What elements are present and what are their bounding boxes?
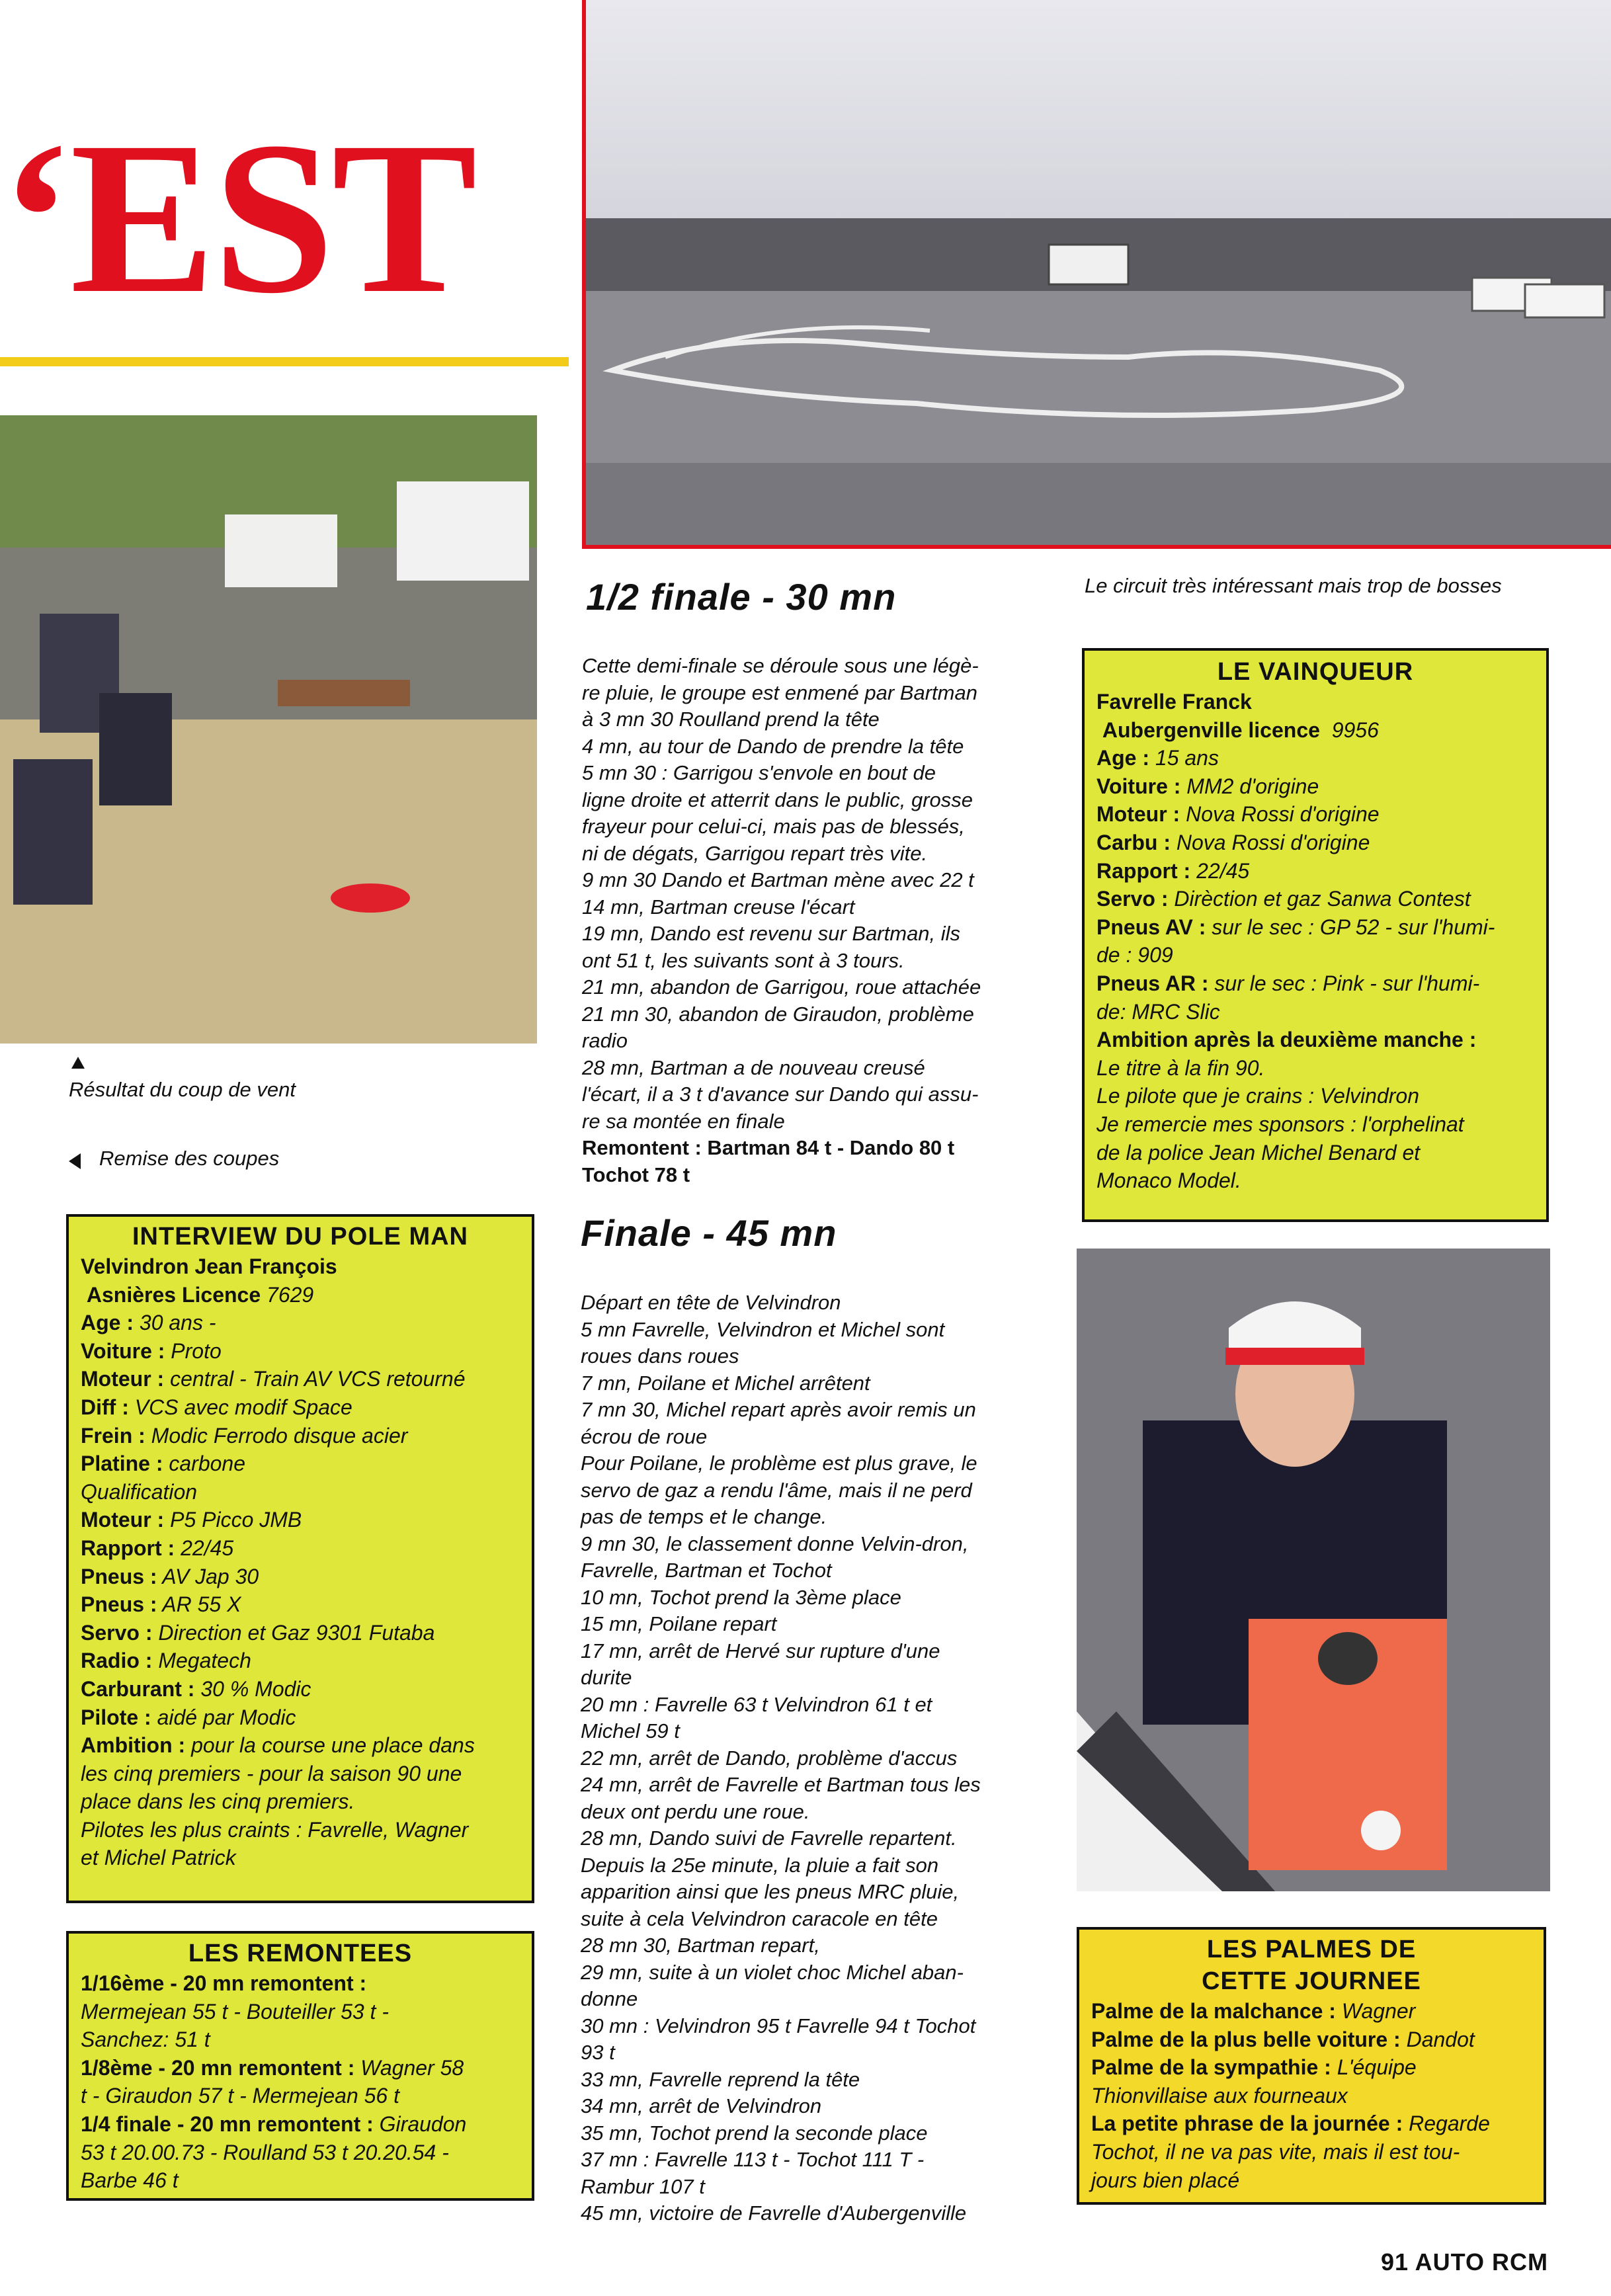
field-label: Pilote : [81, 1705, 151, 1729]
field-label: Ambition après la deuxième manche : [1096, 1028, 1477, 1052]
field-value: Wagner 58 [354, 2055, 464, 2080]
field-value: Proto [165, 1338, 222, 1363]
field-label: Frein : [81, 1423, 145, 1448]
text-line: 24 mn, arrêt de Favrelle et Bartman tous les [581, 1773, 981, 1796]
text-line: 17 mn, arrêt de Hervé sur rupture d'une [581, 1639, 940, 1662]
final-text [581, 1290, 1044, 2227]
field-value: Dirèction et gaz Sanwa Contest [1168, 887, 1471, 911]
remontent-line: Tochot 78 t [582, 1163, 690, 1186]
text-line: 28 mn, Dando suivi de Favrelle repartent. [581, 1826, 957, 1850]
pole-man-box-title: INTERVIEW DU POLE MAN [132, 1223, 468, 1250]
field-value: 22/45 [175, 1536, 234, 1560]
field-label: Moteur : [1096, 802, 1180, 827]
pole-licence: 7629 [267, 1282, 314, 1307]
field-value: Nova Rossi d'origine [1180, 802, 1380, 827]
field-value: carbone [163, 1452, 245, 1476]
circuit-photo [582, 0, 1611, 549]
text-line: 21 mn 30, abandon de Giraudon, problème [582, 1002, 974, 1026]
field-label: Palme de la plus belle voiture : [1091, 2027, 1401, 2051]
field-label: Age : [1096, 746, 1149, 770]
field-value: de la police Jean Michel Benard et [1096, 1140, 1421, 1165]
field-value: place dans les cinq premiers. [81, 1789, 355, 1814]
field-label: Palme de la sympathie : [1091, 2055, 1331, 2080]
field-value: MM2 d'origine [1180, 774, 1319, 798]
field-value: 15 ans [1149, 746, 1219, 770]
field-label: Voiture : [81, 1338, 165, 1363]
page-number: 91 [1380, 2248, 1409, 2276]
field-value: 22/45 [1190, 858, 1250, 883]
text-line: frayeur pour celui-ci, mais pas de blessés, [582, 815, 965, 838]
text-line: servo de gaz a rendu l'âme, mais il ne perd [581, 1478, 972, 1502]
field-label: Diff : [81, 1395, 129, 1419]
field-value: et Michel Patrick [81, 1846, 236, 1870]
field-value: pour la course une place dans [185, 1733, 475, 1758]
text-line: 14 mn, Bartman creuse l'écart [582, 895, 855, 919]
field-value: 53 t 20.00.73 - Roulland 53 t 20.20.54 - [81, 2140, 449, 2164]
wind-caption: Résultat du coup de vent [69, 1078, 296, 1101]
field-value: Modic Ferrodo disque acier [145, 1423, 408, 1448]
field-value: P5 Picco JMB [164, 1508, 302, 1532]
text-line: 22 mn, arrêt de Dando, problème d'accus [581, 1746, 958, 1770]
text-line: ni de dégats, Garrigou repart très vite. [582, 841, 928, 865]
winner-photo [1077, 1249, 1550, 1891]
field-label: Servo : [1096, 887, 1169, 911]
text-line: 35 mn, Tochot prend la seconde place [581, 2121, 928, 2145]
field-value: central - Train AV VCS retourné [164, 1367, 466, 1391]
field-value: Le titre à la fin 90. [1096, 1055, 1265, 1080]
field-value: Giraudon [373, 2112, 467, 2136]
field-value: L'équipe [1331, 2055, 1417, 2080]
field-value: Monaco Model. [1096, 1168, 1241, 1193]
text-line: 28 mn, Bartman a de nouveau creusé [582, 1055, 925, 1079]
pole-name: Velvindron Jean François [81, 1254, 337, 1278]
field-value: Mermejean 55 t - Bouteiller 53 t - [81, 1999, 389, 2024]
circuit-caption: Le circuit très intéressant mais trop de bosses [1085, 574, 1502, 597]
field-value: Qualification [81, 1479, 198, 1504]
text-line: suite à cela Velvindron caracole en tête [581, 1906, 938, 1930]
paddock-photo [0, 415, 537, 1044]
field-value: AV Jap 30 [157, 1564, 259, 1588]
field-label: 1/16ème - 20 mn remontent : [81, 1971, 367, 1995]
magazine-name: AUTO RCM [1415, 2248, 1548, 2276]
field-label: Moteur : [81, 1508, 165, 1532]
text-line: 5 mn 30 : Garrigou s'envole en bout de [582, 761, 936, 784]
pole-club: Asnières Licence [86, 1282, 261, 1307]
text-line: 34 mn, arrêt de Velvindron [581, 2094, 822, 2117]
text-line: Michel 59 t [581, 1719, 680, 1742]
headline: ‘EST [0, 97, 475, 339]
field-value: Regarde [1403, 2112, 1490, 2136]
field-label: Pneus AV : [1096, 915, 1206, 939]
text-line: 45 mn, victoire de Favrelle d'Aubergenville [581, 2201, 967, 2225]
text-line: à 3 mn 30 Roulland prend la tête [582, 708, 880, 731]
remontees-box [66, 1931, 534, 2201]
field-label: Radio : [81, 1649, 153, 1673]
field-value: Le pilote que je crains : Velvindron [1096, 1084, 1419, 1108]
field-label: Rapport : [81, 1536, 175, 1560]
field-value: jours bien placé [1091, 2168, 1240, 2192]
page-footer [1381, 2248, 1548, 2276]
field-value: les cinq premiers - pour la saison 90 une [81, 1761, 462, 1785]
half-final-text [582, 653, 1045, 1188]
triangle-up-icon [71, 1057, 85, 1069]
winner-licence: 9956 [1331, 718, 1379, 742]
remontent-line: Remontent : Bartman 84 t - Dando 80 t [582, 1136, 955, 1159]
text-line: re pluie, le groupe est enmené par Bartman [582, 680, 977, 704]
palmes-box [1077, 1927, 1546, 2205]
text-line: apparition ainsi que les pneus MRC pluie, [581, 1880, 960, 1903]
text-line: ont 51 t, les suivants sont à 3 tours. [582, 948, 905, 972]
field-value: Direction et Gaz 9301 Futaba [152, 1620, 435, 1645]
text-line: 30 mn : Velvindron 95 t Favrelle 94 t Tochot [581, 2014, 976, 2037]
field-value: Pilotes les plus craints : Favrelle, Wagner [81, 1817, 469, 1842]
winner-club: Aubergenville licence [1102, 718, 1320, 742]
text-line: 37 mn : Favrelle 113 t - Tochot 111 T - [581, 2148, 925, 2171]
text-line: 9 mn 30, le classement donne Velvin-dron, [581, 1532, 969, 1555]
field-value: Nova Rossi d'origine [1171, 830, 1370, 854]
yellow-rule [0, 357, 569, 366]
text-line: Favrelle, Bartman et Tochot [581, 1559, 832, 1582]
text-line: 7 mn, Poilane et Michel arrêtent [581, 1371, 870, 1395]
field-value: Dandot [1400, 2027, 1475, 2051]
cups-caption: Remise des coupes [99, 1147, 280, 1170]
field-value: Je remercie mes sponsors : l'orphelinat [1096, 1112, 1464, 1136]
triangle-left-icon [69, 1153, 81, 1169]
winner-name: Favrelle Franck [1096, 690, 1252, 714]
field-label: 1/8ème - 20 mn remontent : [81, 2055, 355, 2080]
field-label: Pneus : [81, 1592, 157, 1617]
field-label: Moteur : [81, 1367, 165, 1391]
field-value: de: MRC Slic [1096, 999, 1220, 1024]
text-line: 33 mn, Favrelle reprend la tête [581, 2067, 860, 2091]
text-line: écrou de roue [581, 1424, 708, 1448]
text-line: 19 mn, Dando est revenu sur Bartman, ils [582, 922, 961, 945]
text-line: 28 mn 30, Bartman repart, [581, 1934, 820, 1957]
field-value: aidé par Modic [151, 1705, 296, 1729]
field-label: Palme de la malchance : [1091, 1999, 1336, 2023]
text-line: pas de temps et le change. [581, 1505, 827, 1528]
winner-box [1082, 648, 1549, 1222]
field-value: t - Giraudon 57 t - Mermejean 56 t [81, 2084, 399, 2108]
half-final-heading: 1/2 finale - 30 mn [586, 576, 897, 618]
text-line: l'écart, il a 3 t d'avance sur Dando qui assu- [582, 1083, 979, 1106]
field-value: Sanchez: 51 t [81, 2028, 210, 2052]
pole-man-box [66, 1214, 534, 1903]
field-value: sur le sec : GP 52 - sur l'humi- [1206, 915, 1495, 939]
text-line: Rambur 107 t [581, 2174, 705, 2198]
text-line: 10 mn, Tochot prend la 3ème place [581, 1585, 901, 1609]
text-line: 15 mn, Poilane repart [581, 1612, 777, 1635]
field-value: VCS avec modif Space [128, 1395, 352, 1419]
field-value: Barbe 46 t [81, 2168, 179, 2193]
field-value: Wagner [1335, 1999, 1416, 2023]
text-line: 93 t [581, 2041, 615, 2064]
remontees-box-title: LES REMONTEES [188, 1940, 413, 1967]
field-label: La petite phrase de la journée : [1091, 2112, 1403, 2136]
field-label: Ambition : [81, 1733, 186, 1758]
text-line: ligne droite et atterrit dans le public, grosse [582, 788, 973, 811]
text-line: durite [581, 1666, 632, 1689]
text-line: donne [581, 1987, 638, 2010]
field-value: de : 909 [1096, 943, 1173, 967]
text-line: deux ont perdu une roue. [581, 1799, 810, 1823]
palmes-box-title: LES PALMES DE [1206, 1936, 1417, 1963]
text-line: radio [582, 1029, 628, 1052]
field-label: Carbu : [1096, 830, 1171, 854]
final-heading: Finale - 45 mn [581, 1212, 837, 1254]
text-line: Cette demi-finale se déroule sous une légè- [582, 654, 979, 677]
field-label: Age : [81, 1311, 134, 1335]
text-line: roues dans roues [581, 1344, 739, 1368]
field-label: Platine : [81, 1452, 163, 1476]
text-line: 4 mn, au tour de Dando de prendre la tête [582, 734, 964, 758]
text-line: 20 mn : Favrelle 63 t Velvindron 61 t et [581, 1692, 932, 1716]
text-line: re sa montée en finale [582, 1109, 785, 1133]
text-line: Pour Poilane, le problème est plus grave, le [581, 1452, 977, 1475]
field-label: Carburant : [81, 1676, 195, 1701]
text-line: 29 mn, suite à un violet choc Michel aban- [581, 1960, 964, 1984]
field-label: 1/4 finale - 20 mn remontent : [81, 2112, 374, 2136]
palmes-box-title-line2: CETTE JOURNEE [1202, 1967, 1421, 1995]
field-label: Rapport : [1096, 858, 1191, 883]
text-line: Départ en tête de Velvindron [581, 1291, 841, 1314]
text-line: 7 mn 30, Michel repart après avoir remis un [581, 1398, 976, 1421]
text-line: 9 mn 30 Dando et Bartman mène avec 22 t [582, 868, 974, 891]
field-value: 30 ans - [134, 1311, 216, 1335]
winner-box-title: LE VAINQUEUR [1217, 658, 1414, 686]
text-line: Depuis la 25e minute, la pluie a fait son [581, 1853, 939, 1877]
field-value: Thionvillaise aux fourneaux [1091, 2083, 1348, 2108]
field-label: Pneus : [81, 1564, 157, 1588]
text-line: 21 mn, abandon de Garrigou, roue attachée [582, 975, 981, 999]
field-label: Voiture : [1096, 774, 1181, 798]
field-value: 30 % Modic [194, 1676, 311, 1701]
field-label: Servo : [81, 1620, 153, 1645]
field-label: Pneus AR : [1096, 971, 1209, 995]
text-line: 5 mn Favrelle, Velvindron et Michel sont [581, 1317, 945, 1341]
field-value: Megatech [152, 1649, 251, 1673]
field-value: AR 55 X [157, 1592, 241, 1617]
field-value: Tochot, il ne va pas vite, mais il est tou- [1091, 2139, 1460, 2164]
field-value: sur le sec : Pink - sur l'humi- [1208, 971, 1480, 995]
